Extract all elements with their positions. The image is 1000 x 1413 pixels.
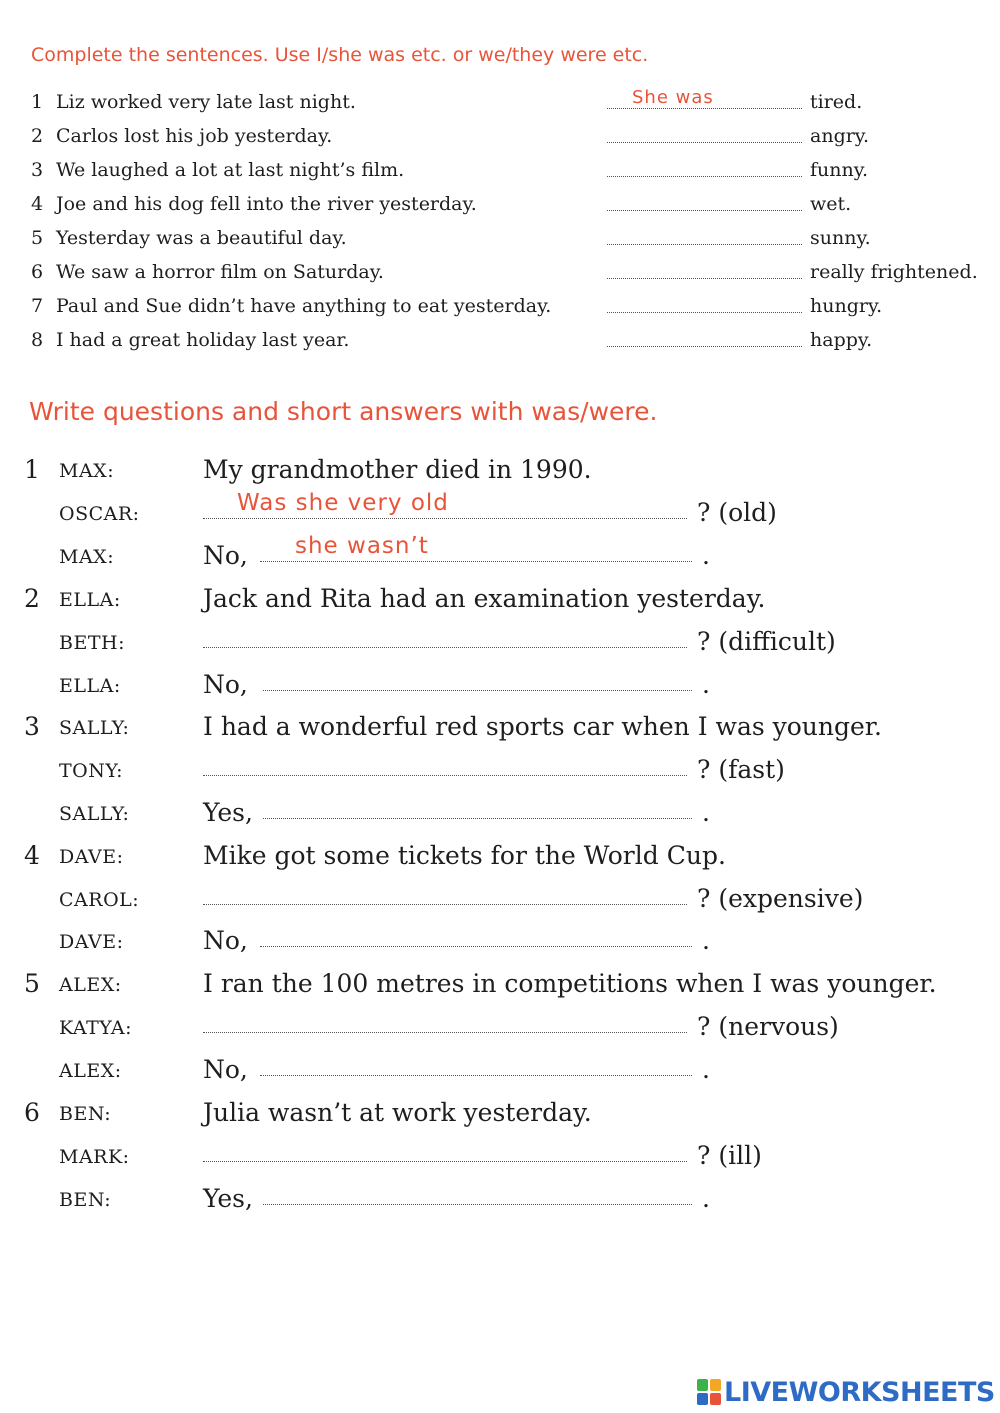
sentence-row	[0, 295, 1000, 325]
item-number: 7	[31, 295, 44, 317]
speaker-name: SALLY:	[59, 803, 130, 825]
answer-blank[interactable]	[607, 108, 802, 109]
sentence-ending: wet.	[810, 193, 852, 215]
answer-prefix: Yes,	[203, 1184, 253, 1213]
answer-blank[interactable]	[607, 210, 802, 211]
answer-blank[interactable]	[607, 346, 802, 347]
answer-period: .	[702, 670, 710, 699]
question-blank[interactable]	[203, 1032, 687, 1033]
answer-period: .	[702, 1184, 710, 1213]
answer-prefix: No,	[203, 926, 248, 955]
answer-blank[interactable]	[263, 1204, 692, 1205]
sentence-row	[0, 125, 1000, 155]
sentence-row	[0, 227, 1000, 257]
sentence-text: Carlos lost his job yesterday.	[56, 125, 333, 147]
dialogue-question-row	[0, 490, 1000, 538]
dialogue-answer-row	[0, 926, 1000, 966]
exercise2-instruction: Write questions and short answers with was/were.	[29, 397, 658, 426]
sentence-row	[0, 261, 1000, 291]
handwritten-question[interactable]: Was she very old	[237, 490, 449, 516]
sentence-text: Joe and his dog fell into the river yesterday.	[56, 193, 477, 215]
answer-blank[interactable]	[260, 946, 692, 947]
statement-text: I had a wonderful red sports car when I was younger.	[203, 712, 882, 741]
speaker-name: ALEX:	[59, 974, 122, 996]
dialogue-question-row	[0, 755, 1000, 795]
answer-blank[interactable]	[607, 142, 802, 143]
question-prompt: ? (old)	[697, 498, 777, 527]
answer-blank[interactable]	[263, 690, 692, 691]
dialogue-statement-row	[0, 712, 1000, 752]
sentence-row	[0, 159, 1000, 189]
dialogue-statement-row	[0, 841, 1000, 881]
speaker-name: ELLA:	[59, 589, 121, 611]
dialogue-question-row	[0, 884, 1000, 924]
question-blank[interactable]	[203, 1161, 687, 1162]
dialogue-statement-row	[0, 455, 1000, 495]
dialogue-answer-row	[0, 1184, 1000, 1224]
answer-period: .	[702, 926, 710, 955]
item-number: 5	[31, 227, 44, 249]
sentence-ending: really frightened.	[810, 261, 978, 283]
item-number: 4	[31, 193, 44, 215]
speaker-name: SALLY:	[59, 717, 130, 739]
dialogue-question-row	[0, 1012, 1000, 1052]
dialogue-question-row	[0, 627, 1000, 667]
sentence-row	[0, 329, 1000, 359]
handwritten-answer[interactable]: She was	[632, 87, 714, 108]
statement-text: Mike got some tickets for the World Cup.	[203, 841, 726, 870]
dialogue-question-row	[0, 1141, 1000, 1181]
dialogue-number: 5	[24, 969, 40, 998]
answer-prefix: No,	[203, 541, 248, 570]
sentence-ending: happy.	[810, 329, 873, 351]
question-blank[interactable]	[203, 904, 687, 905]
sentence-ending: funny.	[810, 159, 868, 181]
item-number: 8	[31, 329, 44, 351]
speaker-name: MAX:	[59, 546, 115, 568]
item-number: 3	[31, 159, 44, 181]
speaker-name: BEN:	[59, 1103, 112, 1125]
sentence-ending: angry.	[810, 125, 870, 147]
answer-blank[interactable]	[607, 312, 802, 313]
dialogue-answer-row	[0, 670, 1000, 710]
answer-period: .	[702, 1055, 710, 1084]
question-prompt: ? (nervous)	[697, 1012, 839, 1041]
speaker-name: CAROL:	[59, 889, 140, 911]
speaker-name: MARK:	[59, 1146, 130, 1168]
answer-period: .	[702, 541, 710, 570]
speaker-name: BEN:	[59, 1189, 112, 1211]
item-number: 6	[31, 261, 44, 283]
question-prompt: ? (ill)	[697, 1141, 762, 1170]
handwritten-short-answer[interactable]: she wasn’t	[295, 533, 429, 559]
sentence-row	[0, 193, 1000, 223]
sentence-text: We saw a horror film on Saturday.	[56, 261, 384, 283]
dialogue-answer-row	[0, 798, 1000, 838]
answer-prefix: No,	[203, 670, 248, 699]
question-blank[interactable]	[203, 647, 687, 648]
item-number: 2	[31, 125, 44, 147]
answer-prefix: No,	[203, 1055, 248, 1084]
answer-prefix: Yes,	[203, 798, 253, 827]
sentence-ending: sunny.	[810, 227, 871, 249]
exercise1-instruction: Complete the sentences. Use I/she was etc. or we/they were etc.	[31, 44, 649, 66]
dialogue-answer-row	[0, 1055, 1000, 1095]
item-number: 1	[31, 91, 44, 113]
dialogue-number: 4	[24, 841, 40, 870]
dialogue-number: 6	[24, 1098, 40, 1127]
dialogue-number: 1	[24, 455, 40, 484]
speaker-name: MAX:	[59, 460, 115, 482]
answer-blank[interactable]	[607, 176, 802, 177]
speaker-name: ALEX:	[59, 1060, 122, 1082]
dialogue-statement-row	[0, 1098, 1000, 1138]
dialogue-answer-row	[0, 533, 1000, 581]
speaker-name: OSCAR:	[59, 503, 140, 525]
speaker-name: BETH:	[59, 632, 125, 654]
speaker-name: DAVE:	[59, 846, 124, 868]
logo-text: LIVEWORKSHEETS	[724, 1377, 995, 1408]
statement-text: I ran the 100 metres in competitions when I was younger.	[203, 969, 937, 998]
answer-blank[interactable]	[607, 244, 802, 245]
answer-blank[interactable]	[260, 561, 692, 562]
statement-text: Julia wasn’t at work yesterday.	[203, 1098, 592, 1127]
sentence-text: Paul and Sue didn’t have anything to eat yesterday.	[56, 295, 552, 317]
dialogue-statement-row	[0, 969, 1000, 1009]
question-prompt: ? (difficult)	[697, 627, 836, 656]
sentence-text: Yesterday was a beautiful day.	[56, 227, 347, 249]
speaker-name: ELLA:	[59, 675, 121, 697]
sentence-row	[0, 87, 1000, 121]
speaker-name: DAVE:	[59, 931, 124, 953]
speaker-name: TONY:	[59, 760, 123, 782]
sentence-text: Liz worked very late last night.	[56, 91, 356, 113]
statement-text: My grandmother died in 1990.	[203, 455, 592, 484]
question-blank[interactable]	[203, 775, 687, 776]
speaker-name: KATYA:	[59, 1017, 132, 1039]
dialogue-number: 3	[24, 712, 40, 741]
statement-text: Jack and Rita had an examination yesterday.	[203, 584, 766, 613]
dialogue-number: 2	[24, 584, 40, 613]
question-blank[interactable]	[203, 518, 687, 519]
answer-blank[interactable]	[263, 818, 692, 819]
sentence-text: We laughed a lot at last night’s film.	[56, 159, 405, 181]
sentence-ending: tired.	[810, 91, 863, 113]
question-prompt: ? (fast)	[697, 755, 785, 784]
question-prompt: ? (expensive)	[697, 884, 864, 913]
sentence-text: I had a great holiday last year.	[56, 329, 350, 351]
sentence-ending: hungry.	[810, 295, 883, 317]
answer-blank[interactable]	[260, 1075, 692, 1076]
answer-period: .	[702, 798, 710, 827]
liveworksheets-logo-icon	[697, 1379, 722, 1405]
answer-blank[interactable]	[607, 278, 802, 279]
dialogue-statement-row	[0, 584, 1000, 624]
